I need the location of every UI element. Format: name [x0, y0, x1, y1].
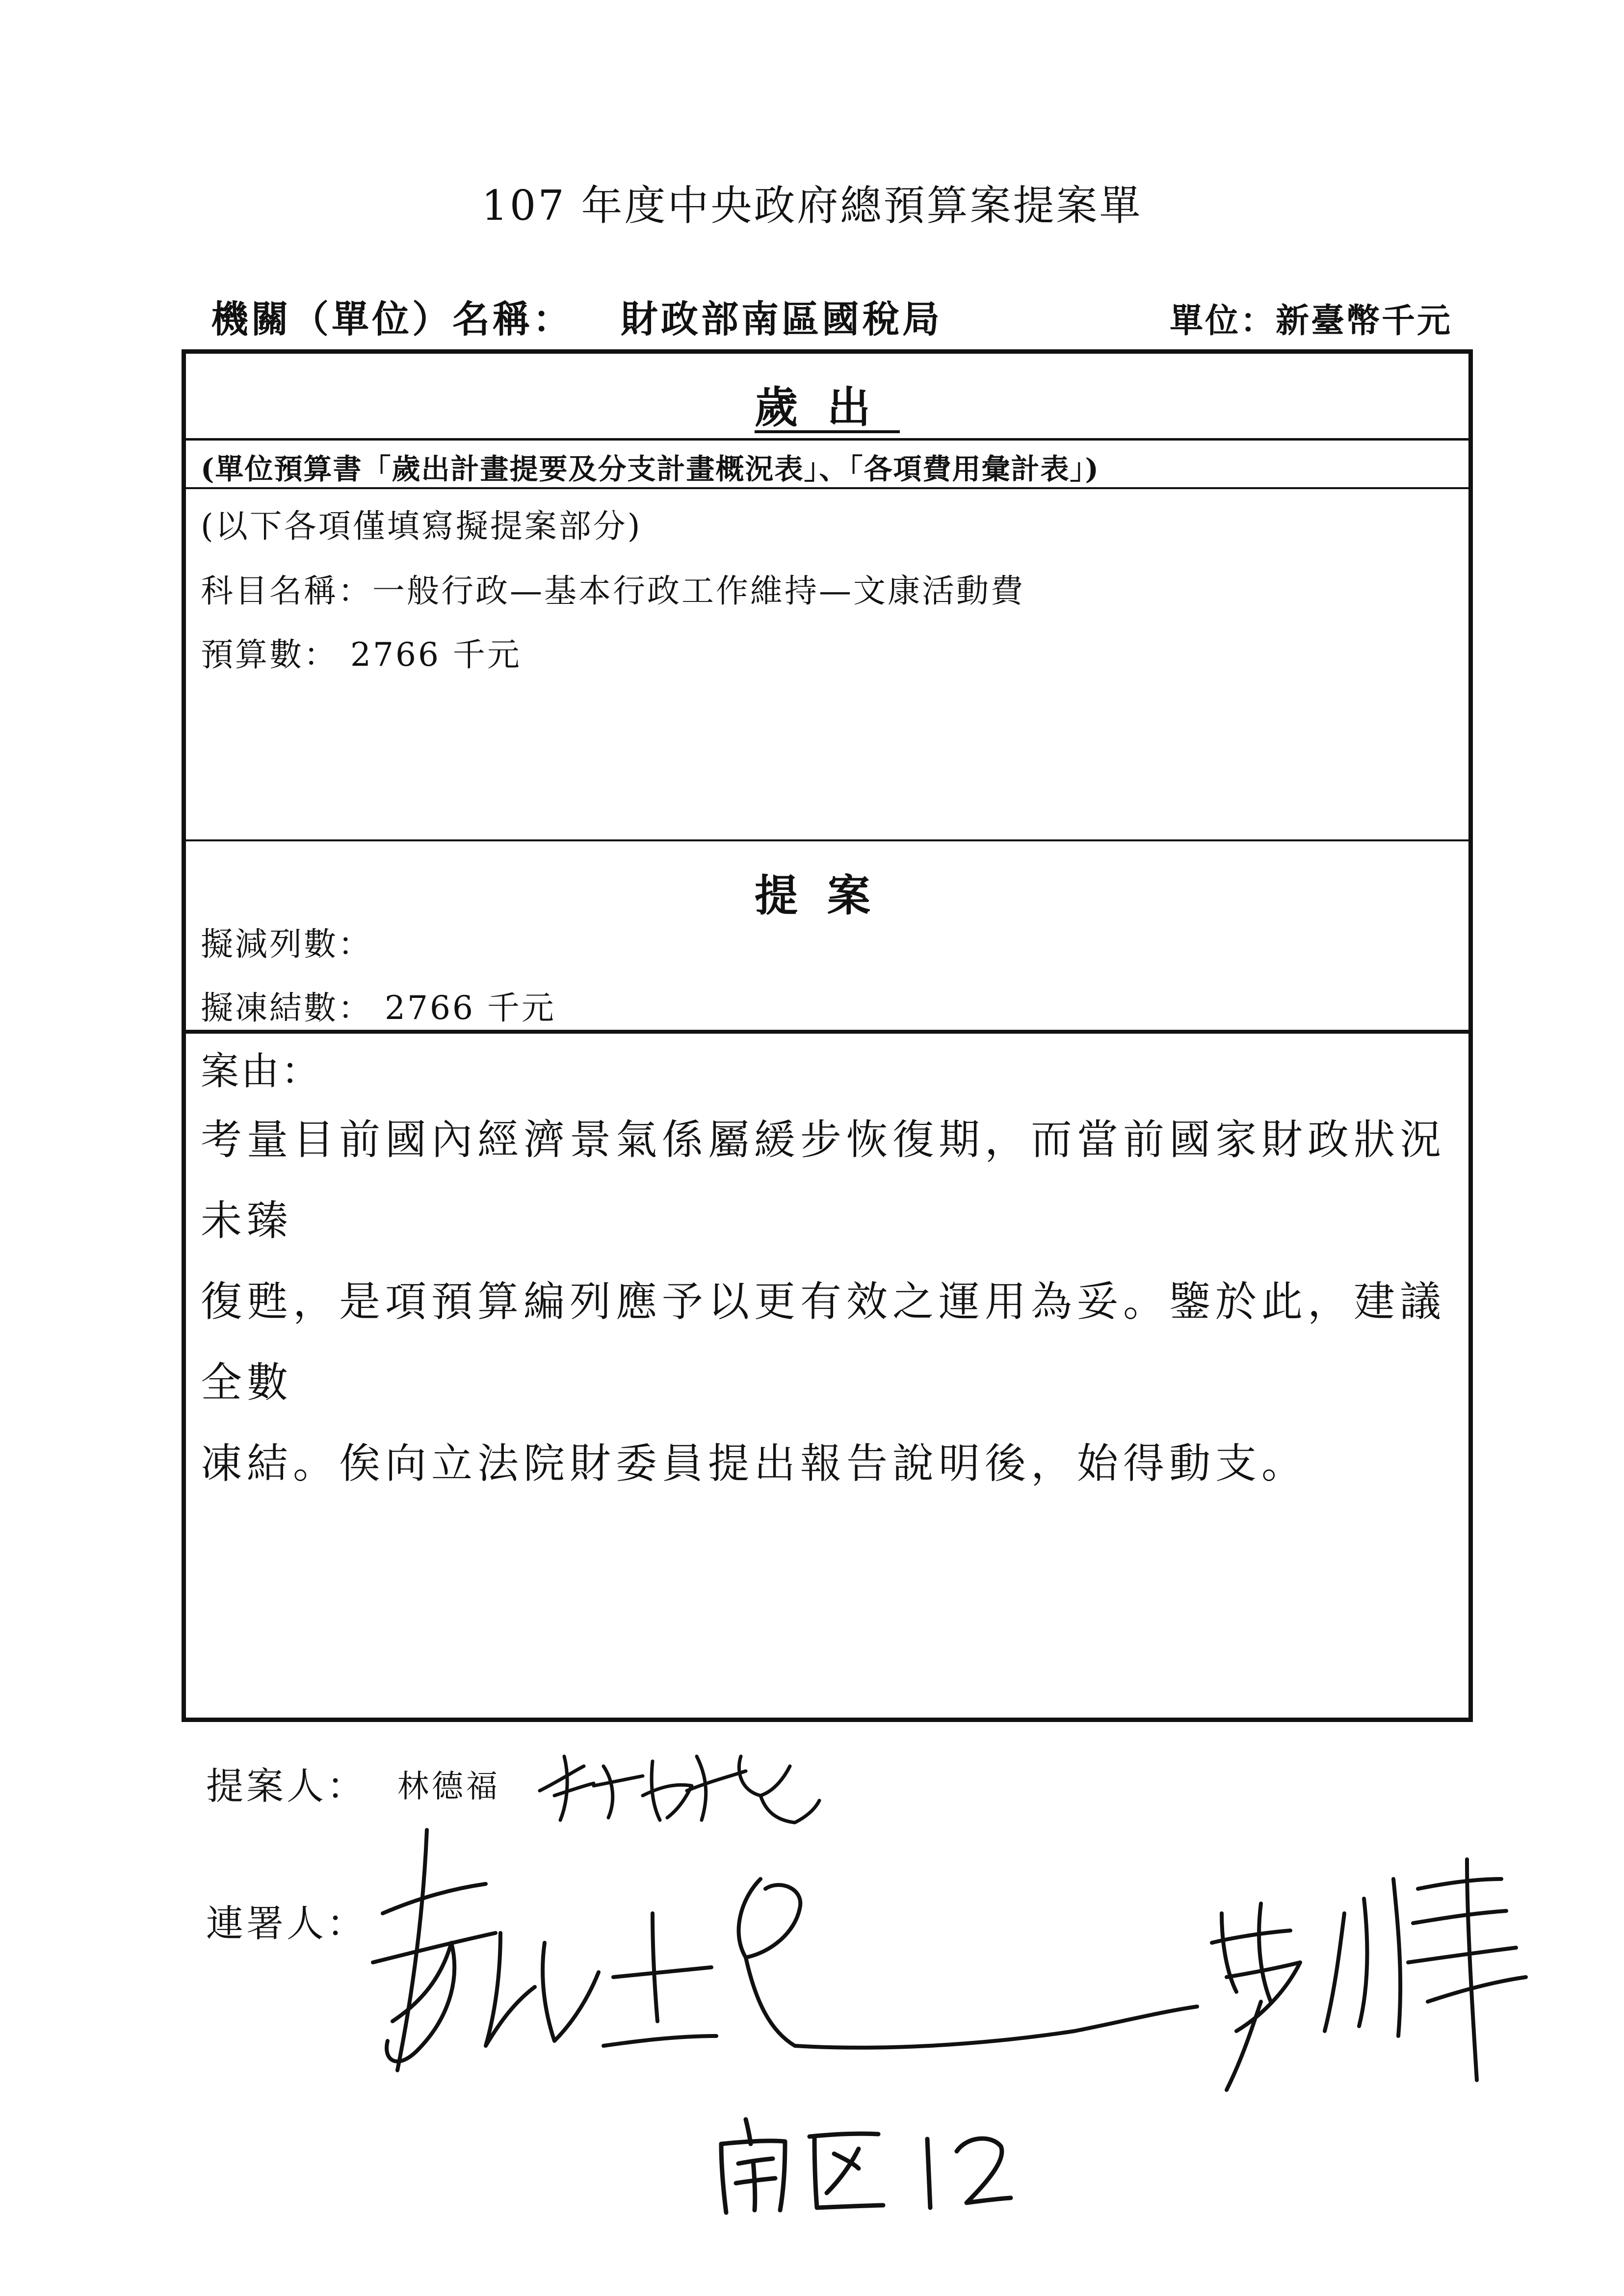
cosigner-label: 連署人：	[206, 1902, 367, 1945]
subject-name: 科目名稱：一般行政—基本行政工作維持—文康活動費	[201, 572, 1025, 610]
reason-line: 考量目前國內經濟景氣係屬緩步恢復期，而當前國家財政狀況未臻	[201, 1116, 1446, 1245]
unit-label: 單位：新臺幣千元	[1169, 301, 1452, 340]
reason-label: 案由：	[201, 1049, 322, 1094]
proposer-name: 林德福	[397, 1769, 500, 1805]
reason-line: 復甦，是項預算編列應予以更有效之運用為妥。鑒於此，建議全數	[201, 1278, 1446, 1407]
freeze-amount: 擬凍結數： 2766 千元	[201, 989, 556, 1027]
proposer-label: 提案人：	[206, 1764, 367, 1808]
proposal-heading: 提案	[754, 870, 900, 921]
divider	[186, 839, 1468, 841]
reason-body	[201, 1099, 1461, 1504]
divider	[186, 1030, 1468, 1034]
proposal-form	[182, 349, 1473, 1722]
agency-name: 財政部南區國稅局	[621, 297, 943, 341]
expenditure-heading-text: 歲出	[754, 382, 900, 433]
document-title: 107 年度中央政府總預算案提案單	[481, 182, 1143, 230]
handwritten-mark	[711, 2110, 1016, 2222]
reduction-amount: 擬減列數：	[201, 925, 372, 963]
expenditure-heading	[186, 373, 1468, 435]
reason-line: 凍結。俟向立法院財委員提出報告說明後，始得動支。	[201, 1439, 1308, 1487]
budget-amount: 預算數： 2766 千元	[201, 636, 522, 674]
divider	[186, 487, 1468, 489]
agency-label: 機關（單位）名稱：	[211, 297, 573, 341]
divider	[186, 438, 1468, 441]
agency-row	[211, 289, 1452, 343]
expenditure-note: (單位預算書「歲出計畫提要及分支計畫概況表」、「各項費用彙計表」)	[201, 452, 1100, 486]
instruction-text: (以下各項僅填寫擬提案部分)	[201, 507, 642, 545]
cosigner-signature	[339, 1815, 1595, 2119]
